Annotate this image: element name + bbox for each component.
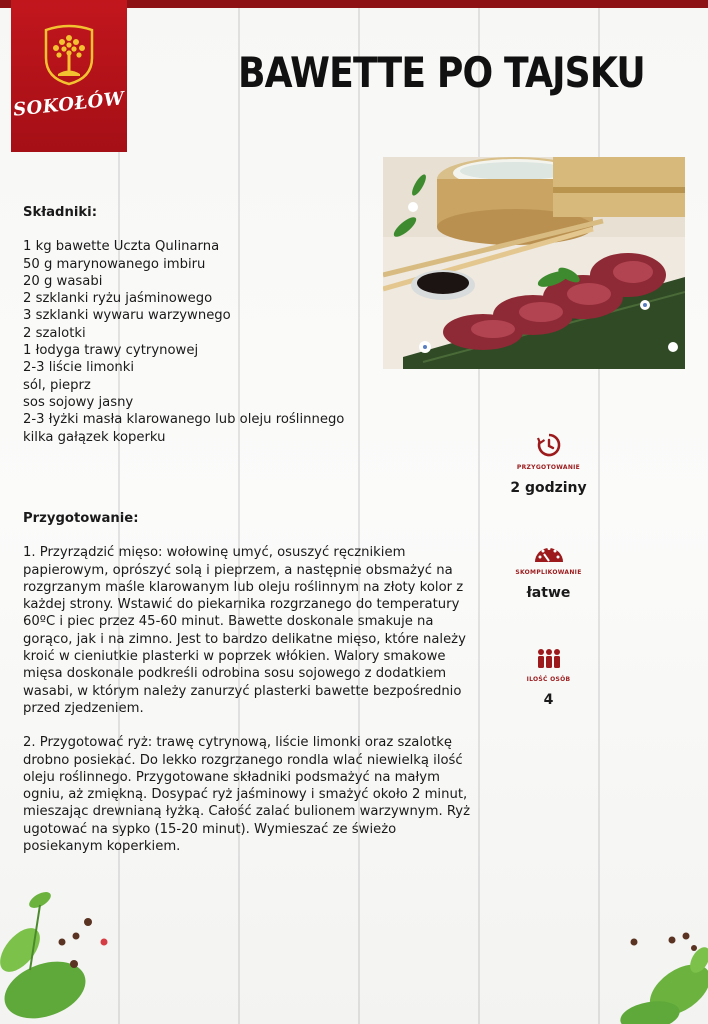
brand-logo — [11, 0, 127, 152]
difficulty-label: SKOMPLIKOWANIE — [515, 569, 582, 576]
ingredient-item: 2-3 łyżki masła klarowanego lub oleju roślinnego — [23, 412, 345, 428]
ingredient-item: 2-3 liście limonki — [23, 360, 135, 376]
ingredient-item: 3 szklanki wywaru warzywnego — [23, 308, 231, 324]
wheat-emblem-icon — [40, 24, 98, 86]
ingredient-item: 50 g marynowanego imbiru — [23, 256, 206, 272]
ingredient-item: sos sojowy jasny — [23, 394, 134, 410]
basil-leaves-right-decoration — [590, 920, 708, 1024]
gauge-icon — [534, 543, 564, 563]
preparation-step: 1. Przyrządzić mięso: wołowinę umyć, osuszyć ręcznikiem papierowym, oprószyć solą i pieprzem, a następnie obsmażyć na rozgrzanym maśle klarowanym lub oleju roślinnym na złoty kolor z każdej strony. Wstawić do piekarnika rozgrzanego do temperatury 60ºC i piec przez 45-60 minut. Bawette doskonale smakuje na gorąco, jak i na zimno. Jest to bardzo delikatne mięso, które należy kroić w cieniutkie plasterki w poprzek włókien. Walory smakowe mięsa doskonale podkreśli odrobina sosu sojowego z dodatkiem wasabi, w którym należy zanurzyć plasterki bawette bezpośrednio przed zjedzeniem. — [23, 545, 466, 716]
ingredient-item: 1 kg bawette Uczta Qulinarna — [23, 239, 220, 255]
dish-photo — [383, 157, 685, 369]
preparation-section — [23, 510, 473, 872]
preparation-step: 2. Przygotować ryż: trawę cytrynową, liście limonki oraz szalotkę drobno posiekać. Do lekko rozgrzanego rondla wlać niewielką ilość oleju roślinnego. Przygotowane składniki podsmażyć na małym ogniu, aż zmiękną. Dosypać ryż jaśminowy i smażyć około 2 minut, mieszając drewnianą łyżką. Całość zalać bulionem warzywnym. Ryż ugotować na sypko (15-20 minut). Wymieszać ze świeżo posiekanym koperkiem. — [23, 735, 471, 855]
servings-label: ILOŚĆ OSÓB — [526, 676, 571, 683]
info-difficulty — [486, 543, 611, 601]
info-servings — [486, 648, 611, 708]
ingredient-item: 2 szklanki ryżu jaśminowego — [23, 291, 213, 307]
ingredients-section — [23, 204, 373, 446]
basil-leaves-left-decoration — [0, 870, 120, 1024]
clock-icon — [536, 432, 562, 458]
ingredient-item: kilka gałązek koperku — [23, 429, 166, 445]
ingredients-list — [23, 238, 373, 446]
preparation-heading: Przygotowanie: — [23, 511, 139, 526]
brand-name: SOKOŁÓW — [12, 88, 126, 121]
servings-value: 4 — [543, 692, 554, 708]
difficulty-value: łatwe — [526, 585, 571, 601]
time-value: 2 godziny — [510, 480, 587, 496]
ingredients-heading: Składniki: — [23, 205, 97, 220]
ingredient-item: 2 szalotki — [23, 325, 86, 341]
info-time — [486, 432, 611, 496]
ingredient-item: 1 łodyga trawy cytrynowej — [23, 343, 199, 359]
ingredient-item: sól, pieprz — [23, 377, 91, 393]
time-label: PRZYGOTOWANIE — [516, 464, 581, 471]
ingredient-item: 20 g wasabi — [23, 273, 103, 289]
people-icon — [536, 648, 562, 670]
page-title: BAWETTE PO TAJSKU — [238, 48, 645, 97]
